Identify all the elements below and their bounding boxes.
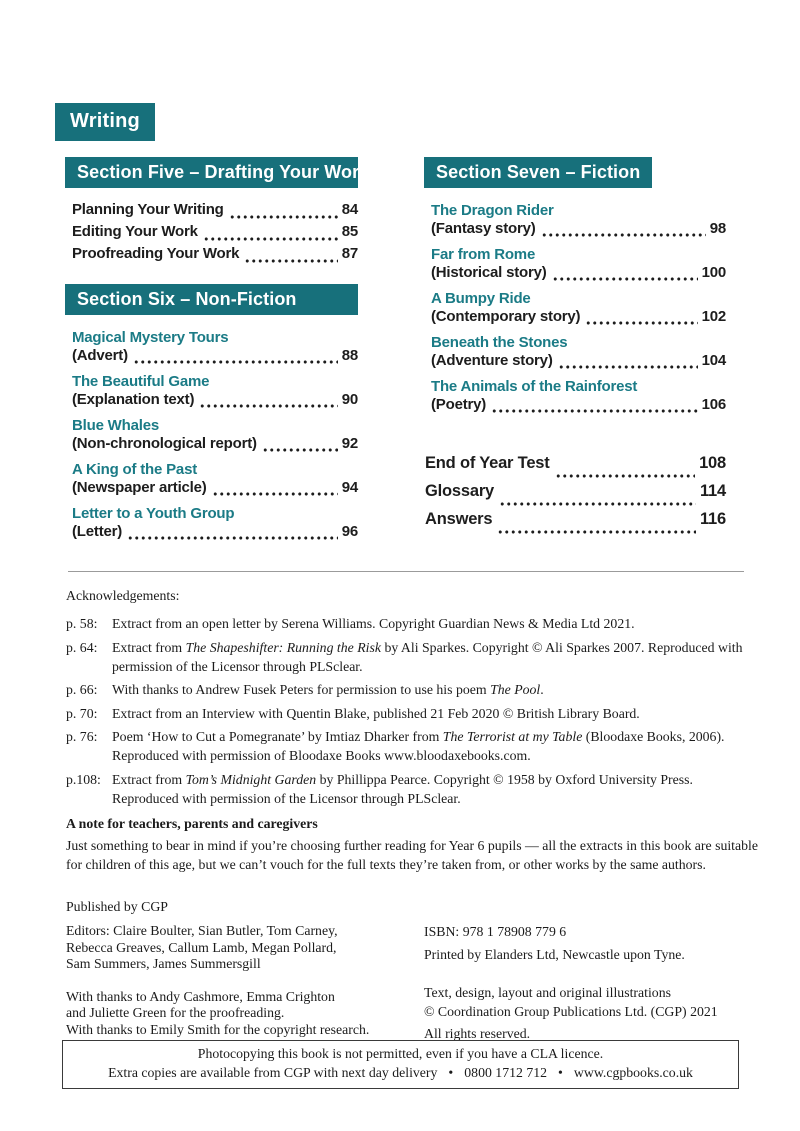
- toc-entry-subtitle: (Adventure story): [431, 352, 553, 369]
- toc-entry-label: End of Year Test: [425, 454, 550, 472]
- dot-leader: [127, 536, 338, 540]
- ack-page-label: p. 76:: [66, 729, 98, 745]
- toc-entry: [425, 482, 726, 510]
- toc-entry-subtitle: (Newspaper article): [72, 479, 207, 496]
- toc-left-column: [65, 157, 370, 548]
- rights-line: All rights reserved.: [424, 1026, 531, 1041]
- dot-leader: [262, 448, 338, 452]
- ack-text-part: Extract from an open letter by Serena Williams. Copyright Guardian News & Media Ltd 2021.: [112, 616, 635, 631]
- ack-text: [112, 614, 756, 633]
- toc-entry-title: A King of the Past: [72, 461, 198, 478]
- thanks-line: and Juliette Green for the proofreading.: [66, 1005, 285, 1020]
- editors-line: Rebecca Greaves, Callum Lamb, Megan Pollard,: [66, 939, 337, 955]
- toc-entry: [72, 201, 358, 223]
- acknowledgement-item: [66, 638, 756, 676]
- toc-entry-subtitle: (Contemporary story): [431, 308, 581, 325]
- toc-entry-subtitle: (Explanation text): [72, 391, 195, 408]
- ack-page-label: p. 64:: [66, 639, 98, 655]
- dot-leader: [133, 360, 338, 364]
- toc-entry-label: Answers: [425, 510, 493, 528]
- toc-page-number: 87: [341, 245, 358, 262]
- toc-entry-subtitle: (Historical story): [431, 264, 547, 281]
- ack-text-part: Extract from: [112, 639, 186, 655]
- toc-entry: [431, 289, 726, 329]
- toc-entry: [72, 245, 358, 267]
- ack-text-part: Extract from an Interview with Quentin Blake, published 21 Feb 2020 © British Library Board.: [112, 705, 640, 721]
- toc-entry-label: Proofreading Your Work: [72, 245, 240, 262]
- end-matter: [424, 454, 726, 538]
- teacher-note: [66, 814, 758, 874]
- ack-text-part: Extract from: [112, 771, 186, 787]
- toc-page-number: 116: [699, 510, 726, 528]
- ack-text: [112, 704, 756, 723]
- toc-entry: [431, 377, 726, 417]
- teacher-note-heading: A note for teachers, parents and caregivers: [66, 816, 318, 831]
- acknowledgements: [66, 586, 756, 813]
- toc-page-number: 85: [341, 223, 358, 240]
- toc-entry-subtitle: (Advert): [72, 347, 128, 364]
- toc-entry-subtitle: (Letter): [72, 523, 123, 540]
- dot-leader: [552, 277, 698, 281]
- published-by: Published by CGP: [66, 899, 168, 914]
- teacher-note-body: Just something to bear in mind if you’re choosing further reading for Year 6 pupils — all the extracts in this book are suitable for children of this age, but we can’t vouch for the full texts they’re taken from, or other works by the same authors.: [66, 838, 758, 872]
- printed-by-line: Printed by Elanders Ltd, Newcastle upon Tyne.: [424, 946, 685, 962]
- toc-entry-subtitle: (Poetry): [431, 396, 487, 413]
- toc-entry-subtitle: (Fantasy story): [431, 220, 536, 237]
- website-url: www.cgpbooks.co.uk: [573, 1064, 693, 1080]
- toc-right-column: [424, 157, 726, 538]
- dot-leader: [541, 233, 706, 237]
- dot-leader: [555, 474, 696, 478]
- section-six-entries: [65, 315, 358, 544]
- toc-entry-subrow: [72, 435, 358, 456]
- toc-page-number: 84: [341, 201, 358, 218]
- publisher-left-column: [66, 923, 424, 1044]
- ack-text: [112, 638, 756, 676]
- toc-page-number: 106: [701, 396, 726, 413]
- ack-text-part-italic: Tom’s Midnight Garden: [185, 771, 317, 787]
- dot-leader: [491, 409, 697, 413]
- extra-copies-line: [71, 1064, 730, 1083]
- toc-entry-title: Letter to a Youth Group: [72, 505, 235, 522]
- toc-entry-title: Magical Mystery Tours: [72, 329, 229, 346]
- toc-page-number: 92: [341, 435, 358, 452]
- phone-number: 0800 1712 712: [464, 1064, 548, 1080]
- toc-entry-subrow: [72, 523, 358, 544]
- ack-text-part-italic: The Pool: [490, 682, 541, 698]
- ack-text-part: .: [540, 682, 544, 698]
- copyright-line: Text, design, layout and original illustrations: [424, 985, 671, 1000]
- toc-entry: [425, 454, 726, 482]
- section-seven-band: Section Seven – Fiction: [424, 157, 652, 188]
- toc-entry: [425, 510, 726, 538]
- dot-leader: [497, 530, 696, 534]
- toc-page-number: 94: [341, 479, 358, 496]
- acknowledgement-item: [66, 770, 756, 808]
- dot-leader: [585, 321, 697, 325]
- publisher-block: [66, 923, 756, 1044]
- ack-text-part: (Bloodaxe Books, 2006). Reproduced with permission of Bloodaxe Books www.bloodaxebooks.com.: [112, 729, 725, 764]
- horizontal-divider: [68, 571, 744, 572]
- toc-page-number: 88: [341, 347, 358, 364]
- dot-leader: [212, 492, 338, 496]
- section-seven-entries: [424, 188, 726, 417]
- toc-entry: [72, 223, 358, 245]
- toc-page-number: 102: [701, 308, 726, 325]
- ack-text-part: by Phillippa Pearce. Copyright © 1958 by Oxford University Press. Reproduced with permission of the Licensor through PLSclear.: [112, 771, 693, 806]
- ack-text-part: With thanks to Andrew Fusek Peters for permission to use his poem: [112, 682, 491, 698]
- isbn-line: ISBN: 978 1 78908 779 6: [424, 924, 567, 939]
- ack-text: [112, 727, 756, 765]
- toc-page-number: 96: [341, 523, 358, 540]
- acknowledgements-heading: Acknowledgements:: [66, 588, 180, 603]
- ack-text: [112, 770, 756, 808]
- toc-entry-subrow: [72, 347, 358, 368]
- ack-page-label: p. 66:: [66, 682, 98, 698]
- toc-entry-subrow: [72, 391, 358, 412]
- toc-entry-label: Planning Your Writing: [72, 201, 224, 218]
- toc-page-number: 114: [699, 482, 726, 500]
- ack-page-label: p. 58:: [66, 616, 98, 631]
- photocopy-notice-line: Photocopying this book is not permitted, even if you have a CLA licence.: [197, 1046, 604, 1061]
- acknowledgement-item: [66, 727, 756, 765]
- ack-text-part: Poem ‘How to Cut a Pomegranate’ by Imtiaz Dharker from: [112, 729, 443, 745]
- toc-page-number: 100: [701, 264, 726, 281]
- toc-page-number: 98: [709, 220, 726, 237]
- toc-entry: [72, 504, 358, 544]
- toc-entry: [72, 372, 358, 412]
- copyright-line: © Coordination Group Publications Ltd. (CGP) 2021: [424, 1003, 718, 1019]
- toc-entry: [72, 460, 358, 500]
- toc-entry-subrow: [72, 479, 358, 500]
- toc-entry-title: A Bumpy Ride: [431, 290, 531, 307]
- toc-page-number: 108: [699, 454, 726, 472]
- toc-entry-label: Editing Your Work: [72, 223, 198, 240]
- thanks-line: With thanks to Andy Cashmore, Emma Crighton: [66, 988, 335, 1004]
- toc-entry-title: The Dragon Rider: [431, 202, 554, 219]
- acknowledgement-item: [66, 704, 756, 723]
- toc-entry-title: The Beautiful Game: [72, 373, 210, 390]
- section-five-band: Section Five – Drafting Your Work: [65, 157, 358, 188]
- toc-entry: [72, 416, 358, 456]
- dot-leader: [499, 502, 696, 506]
- editors-line: Editors: Claire Boulter, Sian Butler, Tom Carney,: [66, 923, 338, 938]
- toc-entry-subrow: [431, 220, 726, 241]
- toc-page-number: 104: [701, 352, 726, 369]
- ack-text-part: by Ali Sparkes. Copyright © Ali Sparkes 2007. Reproduced with permission of the Licensor through PLSclear.: [112, 639, 743, 674]
- toc-entry: [72, 328, 358, 368]
- bullet-separator: •: [448, 1064, 454, 1080]
- toc-entry-title: The Animals of the Rainforest: [431, 378, 638, 395]
- bullet-separator: •: [558, 1064, 563, 1080]
- ack-text-part-italic: The Terrorist at my Table: [442, 729, 583, 745]
- dot-leader: [203, 237, 338, 241]
- toc-entry-label: Glossary: [425, 482, 495, 500]
- extra-copies-text: Extra copies are available from CGP with next day delivery: [108, 1064, 438, 1080]
- toc-entry-title: Beneath the Stones: [431, 334, 568, 351]
- toc-entry-title: Far from Rome: [431, 246, 536, 263]
- toc-entry: [431, 333, 726, 373]
- toc-entry-subtitle: (Non-chronological report): [72, 435, 257, 452]
- section-five-entries: [65, 188, 358, 267]
- dot-leader: [244, 259, 337, 263]
- publisher-right-column: [424, 923, 756, 1044]
- editors-line: Sam Summers, James Summersgill: [66, 956, 261, 971]
- photocopy-notice-box: [62, 1040, 739, 1089]
- toc-entry-subrow: [431, 308, 726, 329]
- ack-page-label: p.108:: [66, 771, 101, 787]
- dot-leader: [199, 404, 337, 408]
- ack-text: [112, 680, 756, 699]
- dot-leader: [558, 365, 698, 369]
- dot-leader: [229, 215, 338, 219]
- toc-entry-subrow: [431, 264, 726, 285]
- ack-text-part-italic: The Shapeshifter: Running the Risk: [185, 639, 381, 655]
- section-six-band: Section Six – Non-Fiction: [65, 284, 358, 315]
- thanks-line: With thanks to Emily Smith for the copyright research.: [66, 1021, 370, 1037]
- toc-entry-title: Blue Whales: [72, 417, 159, 434]
- acknowledgement-item: [66, 614, 756, 633]
- toc-page-number: 90: [341, 391, 358, 408]
- toc-entry: [431, 201, 726, 241]
- ack-page-label: p. 70:: [66, 705, 98, 721]
- writing-badge: Writing: [55, 103, 155, 141]
- acknowledgement-item: [66, 680, 756, 699]
- toc-entry-subrow: [431, 396, 726, 417]
- toc-entry-subrow: [431, 352, 726, 373]
- toc-entry: [431, 245, 726, 285]
